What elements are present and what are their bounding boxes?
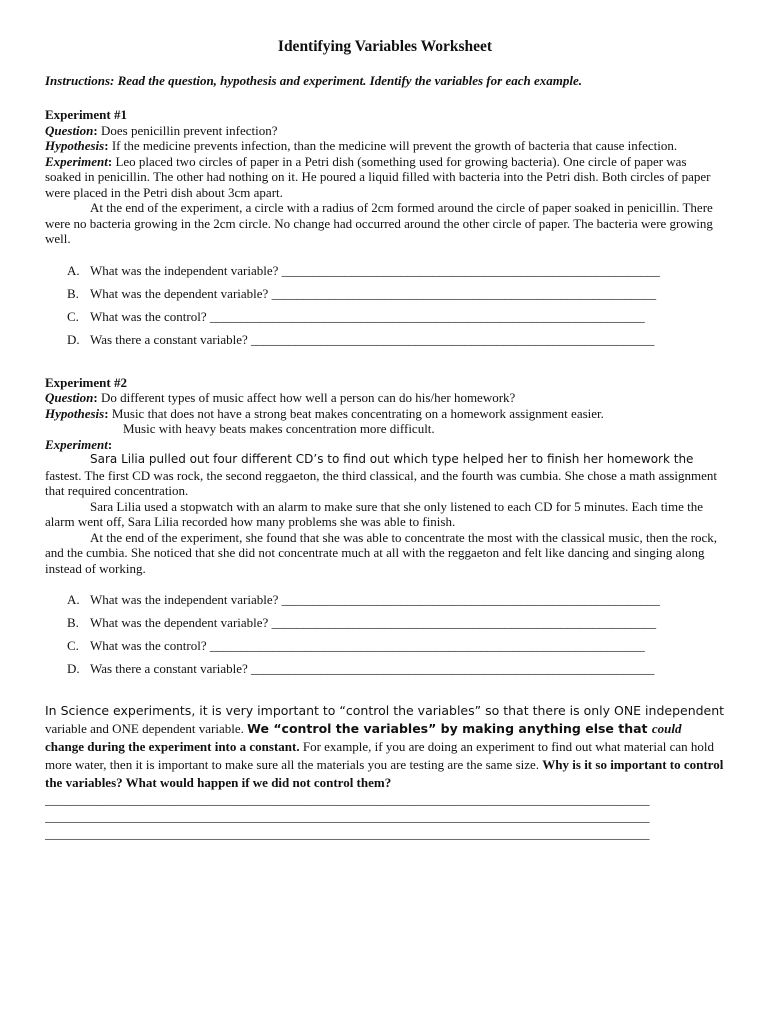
- experiment-text: Leo placed two circles of paper in a Petri dish (something used for growing bacteria). One circle of paper was soaked in penicillin. The other had nothing on it. He poured a liquid filled with bacteria into the Petri dish. Both circles of paper were placed in the Petri dish about 3cm apart.: [45, 153, 711, 200]
- answer-blank[interactable]: _____________________________________________________________________: [209, 638, 645, 653]
- experiment-2-paragraph-1b: fastest. The first CD was rock, the second reggaeton, the third classical, and the fourth was cumbia. She chose a math assignment that required concentration.: [45, 467, 717, 498]
- question-label: Question: [45, 390, 94, 405]
- question-item: A. What was the independent variable? ____________________________________________________________: [67, 592, 660, 607]
- experiment-2-paragraph-2: Sara Lilia used a stopwatch with an alarm to make sure that she only listened to each CD for 5 minutes. Each time the alarm went off, Sara Lilia recorded how many problems she was able to finish.: [45, 498, 703, 529]
- answer-blank[interactable]: ____________________________________________________________: [281, 262, 660, 278]
- question-item: C. What was the control? _____________________________________________________________________: [67, 308, 645, 324]
- answer-blank[interactable]: _____________________________________________________________: [271, 615, 656, 630]
- question-item: A. What was the independent variable? ____________________________________________________________: [67, 262, 660, 278]
- experiment-2-hypothesis: Hypothesis: Music that does not have a strong beat makes concentrating on a homework assignment easier.: [45, 405, 604, 421]
- experiment-2-paragraph-1a: Sara Lilia pulled out four different CD’s to find out which type helped her to finish her homework the: [90, 452, 694, 466]
- answer-blank[interactable]: ____________________________________________________________: [281, 592, 660, 607]
- closing-intro-line: In Science experiments, it is very important to “control the variables” so that there is only ONE independent: [45, 703, 725, 718]
- experiment-1-result: At the end of the experiment, a circle with a radius of 2cm formed around the circle of paper soaked in penicillin. There were no bacteria growing in the 2cm circle. No change had occurred around the other circle of paper. The bacteria were growing well.: [45, 200, 713, 246]
- experiment-2-question: Question: Do different types of music affect how well a person can do his/her homework?: [45, 390, 516, 405]
- closing-bold-rest: change during the experiment into a constant.: [45, 739, 300, 754]
- question-item: D. Was there a constant variable? ________________________________________________________________: [67, 661, 655, 676]
- closing-example: For example, if you are doing an experiment to find out what material can hold more water, then it is important to make sure all the materials you are testing are the same size.: [45, 739, 715, 772]
- answer-line[interactable]: _____________________________________________________________________________________________: [45, 809, 650, 824]
- answer-blank[interactable]: _____________________________________________________________________: [209, 308, 645, 324]
- hypothesis-text: Music that does not have a strong beat makes concentrating on a homework assignment easier.: [108, 405, 604, 421]
- answer-blank[interactable]: ________________________________________________________________: [251, 331, 655, 347]
- experiment-label: Experiment: [45, 436, 108, 452]
- experiment-1-question: Question: Does penicillin prevent infection?: [45, 122, 278, 138]
- experiment-2-questions: [45, 592, 725, 684]
- question-item: C. What was the control? _____________________________________________________________________: [67, 638, 645, 653]
- experiment-2-experiment-heading: Experiment:: [45, 436, 113, 452]
- experiment-1-description: Experiment: Leo placed two circles of paper in a Petri dish (something used for growing bacteria). One circle of paper was soaked in penicillin. The other had nothing on it. He poured a liquid filled with bacteria into the Petri dish. Both circles of paper were placed in the Petri dish about 3cm apart.: [45, 153, 711, 200]
- answer-blank[interactable]: ________________________________________________________________: [251, 661, 655, 676]
- question-item: B. What was the dependent variable? _____________________________________________________________: [67, 285, 656, 301]
- experiment-1-heading: Experiment #1: [45, 107, 127, 122]
- question-text: Does penicillin prevent infection?: [97, 122, 278, 138]
- closing-paragraph: variable and ONE dependent variable. We “control the variables” by making anything else that could change during the experiment into a constant. For example, if you are doing an experiment to find out what material can hold more water, then it is important to make sure all the materials you are testing are the same size. Why is it so important to control the variables? What would happen if we did not control them?: [45, 721, 724, 790]
- question-label: Question: [45, 122, 94, 138]
- experiment-1: [45, 107, 725, 355]
- experiment-1-hypothesis: Hypothesis: If the medicine prevents infection, than the medicine will prevent the growth of bacteria that cause infection.: [45, 138, 678, 153]
- worksheet-page: [45, 38, 725, 843]
- hypothesis-label: Hypothesis: [45, 405, 105, 421]
- experiment-2: [45, 375, 725, 685]
- closing-question: Why is it so important to control the variables? What would happen if we did not control them?: [45, 757, 724, 790]
- answer-blank[interactable]: _____________________________________________________________: [271, 285, 656, 301]
- experiment-2-heading: Experiment #2: [45, 374, 127, 390]
- closing-bold-sans: We “control the variables” by making anything else that: [247, 721, 652, 736]
- question-text: Do different types of music affect how well a person can do his/her homework?: [97, 390, 516, 405]
- experiment-2-hypothesis-continued: Music with heavy beats makes concentration more difficult.: [123, 421, 435, 436]
- experiment-2-paragraph-3: At the end of the experiment, she found that she was able to concentrate the most with the classical music, then the rock, and the cumbia. She noticed that she did not concentrate much at all with the reggaeton and felt like dancing and singing along instead of working.: [45, 529, 718, 576]
- experiment-1-questions: [45, 263, 725, 355]
- control-variables-section: [45, 702, 725, 843]
- closing-bold-italic: could: [651, 721, 682, 736]
- hypothesis-text: If the medicine prevents infection, than the medicine will prevent the growth of bacteria that cause infection.: [108, 138, 678, 153]
- experiment-label: Experiment: [45, 153, 108, 169]
- answer-line[interactable]: _____________________________________________________________________________________________: [45, 826, 650, 841]
- answer-line[interactable]: _____________________________________________________________________________________________: [45, 792, 650, 807]
- instructions: Instructions: Read the question, hypothesis and experiment. Identify the variables for each example.: [45, 73, 582, 88]
- question-item: D. Was there a constant variable? ________________________________________________________________: [67, 331, 655, 347]
- hypothesis-label: Hypothesis: [45, 138, 105, 153]
- worksheet-title: Identifying Variables Worksheet: [277, 38, 493, 55]
- question-item: B. What was the dependent variable? _____________________________________________________________: [67, 615, 656, 630]
